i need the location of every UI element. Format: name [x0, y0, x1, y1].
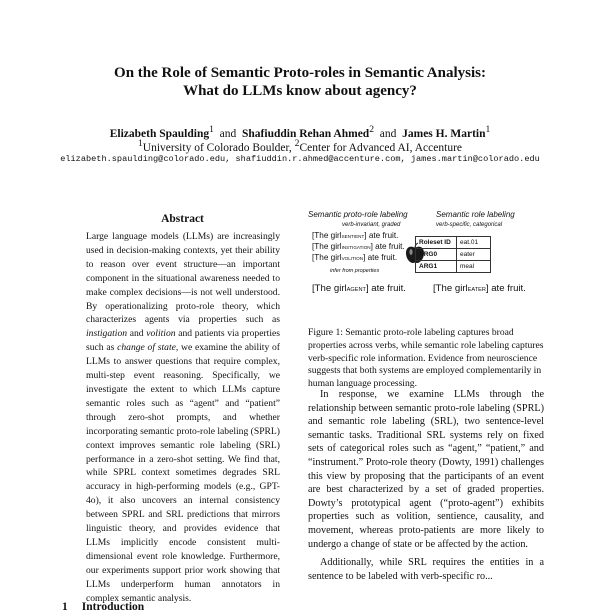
affil-1-sup: 1	[137, 138, 143, 149]
table-cell: ARG1	[416, 261, 457, 273]
author-1-sup: 1	[209, 124, 214, 135]
example-tag: SENTIENT	[341, 234, 365, 239]
abstract-em-3: change of state	[117, 342, 176, 354]
abstract-em-2: volition	[146, 328, 176, 340]
author-2-sup: 2	[369, 124, 375, 135]
figure-1	[308, 206, 548, 316]
paper-title	[0, 64, 600, 100]
affiliations	[0, 137, 600, 155]
sprl-example-2	[312, 242, 405, 251]
author-3: James H. Martin	[402, 127, 486, 140]
example-pre: [The girl	[312, 253, 342, 262]
table-row	[416, 249, 491, 261]
example-post: ] ate fruit.	[364, 231, 399, 240]
example-tag: INSTIGATION	[341, 245, 371, 250]
sprl-example-3	[312, 253, 397, 262]
abstract-text-2: and	[127, 328, 147, 340]
sprl-example-1	[312, 231, 398, 240]
example-post: ] ate fruit.	[370, 242, 405, 251]
result-post: ] ate fruit.	[365, 283, 406, 294]
abstract-heading: Abstract	[161, 213, 204, 225]
srl-subheading: verb-specific, categorical	[436, 222, 503, 228]
title-line-1: On the Role of Semantic Proto-roles in Semantic Analysis:	[114, 65, 486, 81]
sprl-subheading: verb-invariant, graded	[342, 222, 401, 228]
infer-note: infer from properties	[330, 268, 380, 274]
abstract-text-4: , we examine the ability of LLMs to answer questions that require complex, multi-step event reasoning. Specifically, we investigate the extent to which LLMs capture semantic roles such as “agent” and “patient” through zero-shot prompts, and whether incorporating semantic proto-role labeling (SPRL) context improves semantic role labeling (SRL) performance in a zero-shot setting. We find that, while SPRL context sometimes degrades SRL accuracy in high-performing models (e.g., GPT-4o), it also uncovers an internal consistency between SPRL and SRL predictions that mirrors linguistic theory, and provides evidence that LLMs implicitly encode consistent multi-dimensional event role knowledge. Furthermore, our experiments support prior work showing that LLMs underperform human annotators in complex semantic analysis.	[86, 342, 280, 604]
author-sep-2: and	[379, 127, 397, 140]
author-3-sup: 1	[485, 124, 491, 135]
figure-caption: Figure 1: Semantic proto-role labeling captures broad properties across verbs, while semantic role labeling captures verb-specific role information. Evidence from neuroscience suggests that both systems are employed complementarily in human language processing.	[308, 327, 544, 390]
abstract-text-3: and patients via properties such as	[86, 328, 280, 354]
sprl-result	[312, 283, 406, 294]
table-cell: ARG0	[416, 249, 457, 261]
paragraph: Additionally, while SRL requires the entities in a sentence to be labeled with verb-specific ro...	[308, 557, 544, 582]
srl-roleset-table	[415, 236, 491, 273]
table-cell: eater	[457, 249, 491, 261]
sprl-heading: Semantic proto-role labeling	[308, 210, 408, 219]
srl-heading: Semantic role labeling	[436, 210, 515, 219]
table-cell: Roleset ID	[416, 237, 457, 249]
paragraph: In response, we examine LLMs through the relationship between semantic proto-role labeling (SPRL) and semantic role labeling (SRL), two sentence-level semantic tasks. Traditional SRL systems rely on fixed sets of categorical roles such as “agent,” “patient,” and “instrument.” Proto-role theory (Dowty, 1991) challenges this view by proposing that the participants of an event are best characterized by a set of graded properties. Dowty’s prototypical agent (“proto-agent”) exhibits properties such as volition, sentience, causality, and movement, whereas proto-patients are more likely to undergo a change of state or be affected by the action.	[308, 389, 544, 550]
affil-2: Center for Advanced AI, Accenture	[299, 141, 463, 154]
author-2: Shafiuddin Rehan Ahmed	[242, 127, 370, 140]
example-pre: [The girl	[312, 242, 342, 251]
table-row	[416, 261, 491, 273]
author-emails: elizabeth.spaulding@colorado.edu, shafiuddin.r.ahmed@accenture.com, james.martin@colorado.edu	[60, 154, 540, 164]
abstract-text-1: Large language models (LLMs) are increasingly used in decision-making contexts, yet their ability to reason over event structure—an important component in the situational awareness needed to make complex decisions—is not well understood. By operationalizing proto-role theory, which characterizes agents via properties such as	[86, 231, 280, 326]
example-tag: VOLITION	[341, 256, 364, 261]
example-post: ] ate fruit.	[363, 253, 398, 262]
author-1: Elizabeth Spaulding	[109, 127, 210, 140]
affil-1: University of Colorado Boulder,	[142, 141, 292, 154]
result-pre: [The girl	[312, 283, 347, 294]
section-number: 1	[62, 601, 68, 613]
abstract-em-1: instigation	[86, 328, 128, 340]
table-cell: meal	[457, 261, 491, 273]
example-pre: [The girl	[312, 231, 342, 240]
result-tag: AGENT	[346, 287, 366, 293]
affil-2-sup: 2	[294, 138, 300, 149]
srl-result	[433, 283, 526, 294]
table-row	[416, 237, 491, 249]
table-cell: eat.01	[457, 237, 491, 249]
result-tag: EATER	[467, 287, 486, 293]
title-line-2: What do LLMs know about agency?	[183, 83, 417, 99]
result-pre: [The girl	[433, 283, 468, 294]
section-title: Introduction	[81, 601, 145, 613]
abstract-body	[86, 230, 280, 605]
section-heading-introduction	[62, 601, 144, 613]
intro-right-column	[308, 388, 544, 583]
author-sep-1: and	[219, 127, 237, 140]
result-post: ] ate fruit.	[485, 283, 526, 294]
